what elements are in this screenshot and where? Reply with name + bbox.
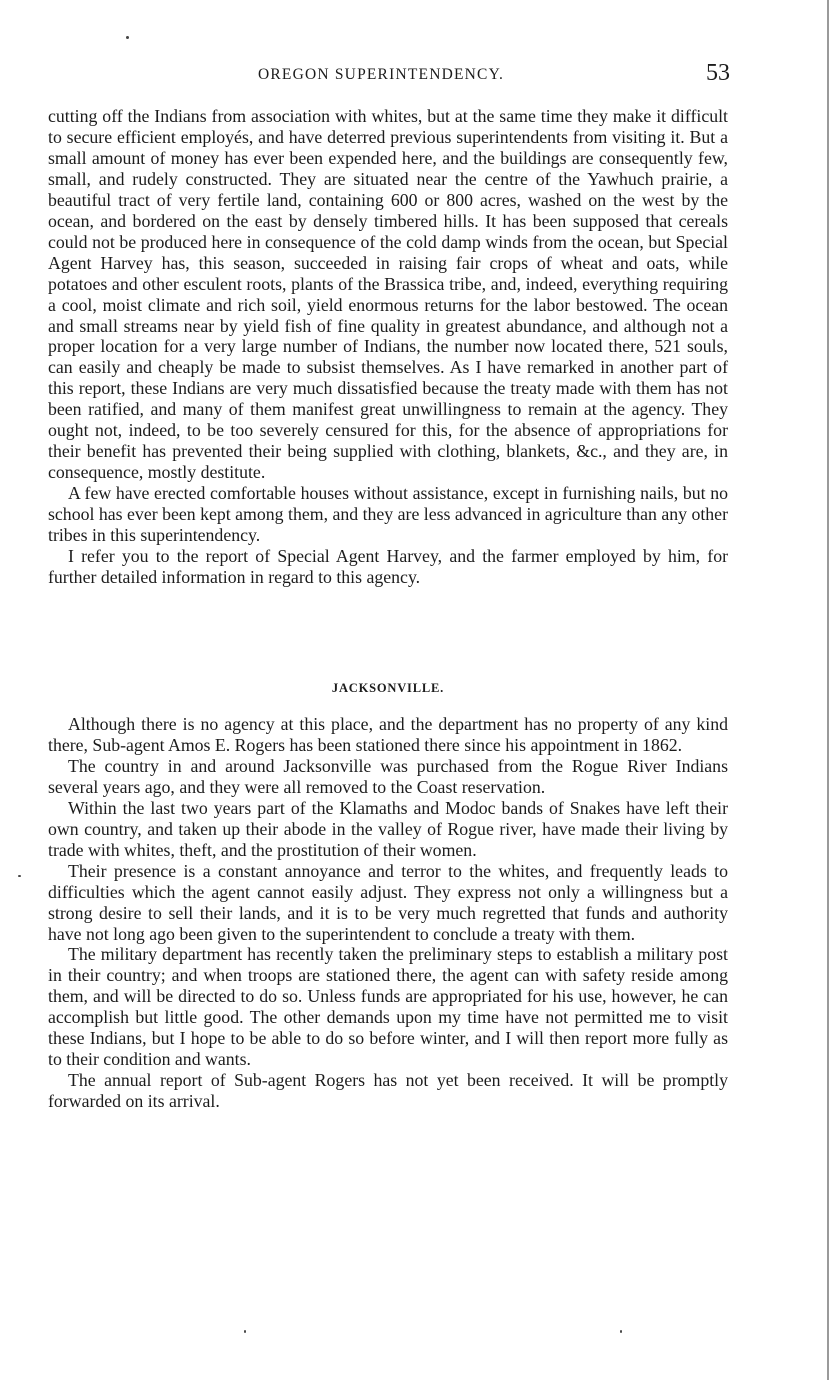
page-edge [827, 0, 829, 1380]
agency-report-text [48, 106, 728, 588]
speck-mark [126, 36, 129, 39]
section-heading: JACKSONVILLE. [331, 681, 445, 695]
paragraph: I refer you to the report of Special Agent Harvey, and the farmer employed by him, for further detailed information in regard to this agency. [48, 546, 728, 587]
paragraph: The country in and around Jacksonville was purchased from the Rogue River Indians several years ago, and they were all removed to the Coast reservation. [48, 755, 728, 797]
paragraph: A few have erected comfortable houses without assistance, except in furnishing nails, but no school has ever been kept among them, and they are less advanced in agriculture than any other tribes in this superintendency. [48, 483, 728, 546]
paragraph: cutting off the Indians from association with whites, but at the same time they make it difficult to secure efficient employés, and have deterred previous superintendents from visiting it. But a small amount of money has ever been expended here, and the buildings are consequently few, small, and rudely constructed. They are situated near the centre of the Yawhuch prairie, a beautiful tract of very fertile land, containing 600 or 800 acres, washed on the west by the ocean, and bordered on the east by densely timbered hills. It has been supposed that cereals could not be produced here in consequence of the cold damp winds from the ocean, but Special Agent Harvey has, this season, succeeded in raising fair crops of wheat and oats, while potatoes and other esculent roots, plants of the Brassica tribe, and, indeed, everything requiring a cool, moist climate and rich soil, yield enormous returns for the labor bestowed. The ocean and small streams near by yield fish of fine quality in greatest abundance, and although not a proper location for a very large number of Indians, the number now located there, 521 souls, can easily and cheaply be made to subsist themselves. As I have remarked in another part of this report, these Indians are very much dissatisfied because the treaty made with them has not been ratified, and many of them manifest great unwillingness to remain at the agency. They ought not, indeed, to be too severely censured for this, for the absence of appropriations for their benefit has prevented their being supplied with clothing, blankets, &c., and they are, in consequence, mostly destitute. [48, 106, 728, 483]
speck-mark [620, 1330, 622, 1333]
paragraph: Although there is no agency at this place, and the department has no property of any kind there, Sub-agent Amos E. Rogers has been stationed there since his appointment in 1862. [48, 714, 728, 755]
page-number: 53 [706, 60, 730, 86]
running-header [48, 60, 730, 90]
paragraph: Their presence is a constant annoyance and terror to the whites, and frequently leads to difficulties which the agent cannot easily adjust. They express not only a willingness but a strong desire to sell their lands, and it is to be very much regretted that funds and authority have not long ago been given to the superintendent to conclude a treaty with them. [48, 860, 728, 944]
paragraph: The military department has recently taken the preliminary steps to establish a military post in their country; and when troops are stationed there, the agent can with safety reside among them, and will be directed to do so. Unless funds are appropriated for his use, however, he can accomplish but little good. The other demands upon my time have not permitted me to visit these Indians, but I hope to be able to do so before winter, and I will then report more fully as to their condition and wants. [48, 944, 728, 1070]
jacksonville-text [48, 714, 728, 1112]
speck-mark [18, 875, 21, 877]
paragraph: The annual report of Sub-agent Rogers has not yet been received. It will be promptly forwarded on its arrival. [48, 1070, 728, 1112]
paragraph: Within the last two years part of the Klamaths and Modoc bands of Snakes have left their own country, and taken up their abode in the valley of Rogue river, have made their living by trade with whites, theft, and the prostitution of their women. [48, 797, 728, 860]
speck-mark [244, 1330, 246, 1333]
running-title: OREGON SUPERINTENDENCY. [258, 66, 505, 83]
